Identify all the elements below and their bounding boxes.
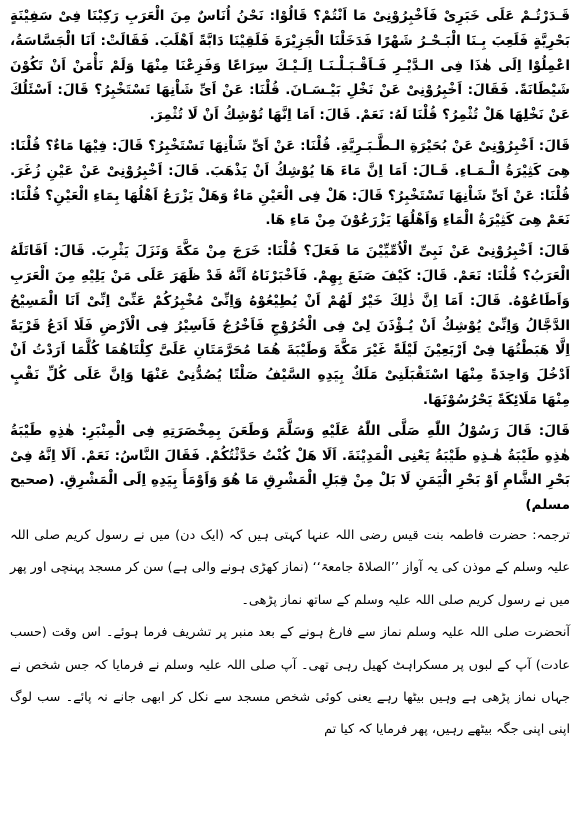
hadith-source: (صحيح مسلم) <box>10 472 570 514</box>
arabic-hadith-paragraph-2: قَالَ: اَخْبِرُوْنِىْ عَنْ بُحَيْرَةِ الـطَّـبَـرِيَّةِ. قُلْنَا: عَنْ اَىِّ شَاْنِهَا تَسْتَخْبِرُ؟ قَالَ: فِيْهَا مَاءٌ؟ قُلْنَا: هِىَ كَثِيْرَةُ الْـمَـاءِ. قَـالَ: اَمَا اِنَّ مَاءَ هَا يُوْشِكُ اَنْ يَذْهَبَ. قَالَ: اَخْبِرُوْنِىْ عَنْ عَيْنِ زُغَرَ. قُلْنَا: عَنْ اَىِّ شَاْنِهَا تَسْتَخْبِرُ؟ قَالَ: هَلْ فِى الْعَيْنِ مَاءٌ وَهَلْ يَزْرَعُ اَهْلُهَا بِمَاءِ الْعَيْنِ؟ قُلْنَا: نَعَمْ هِىَ كَثِيْرَةُ الْمَاءِ وَاَهْلُهَا يَزْرَعُوْنَ مِنْ مَاءِ هَا. <box>10 137 570 229</box>
arabic-hadith-paragraph-4 <box>10 419 570 518</box>
arabic-hadith-text: قَالَ: قَالَ رَسُوْلُ اللّٰهِ صَلَّى اللّٰهُ عَلَيْهِ وَسَلَّمَ وَطَعَنَ بِمِخْصَرَتِهِ فِى الْمِنْبَرِ: هٰذِهِ طَيْبَةُ هٰذِهِ طَيْبَةُ هٰـذِهِ طَيْبَةُ يَعْنِى الْمَدِيْنَةَ. اَلَا هَلْ كُنْتُ حَدَّثْتُكُمْ. فَقَالَ النَّاسُ: نَعَمْ. اَلَا اِنَّهُ فِىْ بَحْرِ الشَّامِ اَوْ بَحْرِ الْيَمَنِ لَا بَلْ مِنْ قِبَلِ الْمَشْرِقِ مَا هُوَ وَاَوْمَأَ بِيَدِهِ اِلَى الْمَشْرِقِ. <box>10 422 570 489</box>
arabic-hadith-paragraph-1: قَـدَرْتُـمْ عَلَى خَبَرِىْ فَاَخْبِرُوْنِىْ مَا اَنْتُمْ؟ قَالُوْا: نَحْنُ اُنَاسٌ مِنَ الْعَرَبِ رَكِبْنَا فِىْ سَفِيْنَةٍ بَحْرِيَّةٍ فَلَعِبَ بِـنَا الْبَـحْـرُ شَهْرًا فَدَخَلْنَا الْجَزِيْرَةَ فَلَقِيْنَا دَابَّةً اَهْلَبَ. فَقَالَتْ: اَنَا الْجَسَّاسَةُ، اعْمِلُوْا اِلَى هٰذَا فِى الـدَّيْـرِ فَـاَقْـبَـلْـنَـا اِلَـيْـكَ سِرَاعًا وَفَزِعْنَا مِنْهَا وَلَمْ نَأْمَنْ اَنْ تَكُوْنَ شَيْطَانَةً. فَقَالَ: اَخْبِرُوْنِىْ عَنْ نَخْلِ بَيْـسَـانَ. قُلْنَا: عَنْ اَىِّ شَاْنِهَا تَسْتَخْبِرُ؟ قَالَ: اَسْئَلُكَ عَنْ نَخْلِهَا هَلْ تُثْمِرُ؟ قُلْنَا لَهُ: نَعَمْ. قَالَ: اَمَا اِنَّهَا تُوْشِكُ اَنْ لَا تُثْمِرَ. <box>10 8 570 124</box>
urdu-translation-paragraph-2: آنحضرت صلی اللہ علیہ وسلم نماز سے فارغ ہونے کے بعد منبر پر تشریف فرما ہوئے۔ اس وقت (حسب عادت) آپ کے لبوں پر مسکراہٹ کھیل رہی تھی۔ آپ صلی اللہ علیہ وسلم نے فرمایا کہ جس شخص نے جہاں نماز پڑھی ہے وہیں بیٹھا رہے یعنی کوئی شخص مسجد سے نکل کر ابھی جانے نہ پائے۔ سب لوگ اپنی اپنی جگہ بیٹھے رہیں، پھر فرمایا کہ کیا تم <box>10 625 570 738</box>
urdu-translation-paragraph-1: ترجمہ: حضرت فاطمہ بنت قیس رضی اللہ عنہا کہتی ہیں کہ (ایک دن) میں نے رسول کریم صلی اللہ علیہ وسلم کے موذن کی یہ آواز ’’الصلاۃ جامعۃ‘‘ (نماز کھڑی ہونے والی ہے) سن کر مسجد پہنچی اور پھر میں نے رسول کریم صلی اللہ علیہ وسلم کے ساتھ نماز پڑھی۔ <box>10 527 570 608</box>
arabic-hadith-paragraph-3: قَالَ: اَخْبِرُوْنِىْ عَنْ نَبِىِّ الْاُمِّيِّيْنَ مَا فَعَلَ؟ قُلْنَا: خَرَجَ مِنْ مَكَّةَ وَنَزَلَ يَثْرِبَ. قَالَ: اَقَاتَلَهُ الْعَرَبُ؟ قُلْنَا: نَعَمْ. قَالَ: كَيْفَ صَنَعَ بِهِمْ. فَاَخْبَرْنَاهُ اَنَّهُ قَدْ ظَهَرَ عَلَى مَنْ يَلِيْهِ مِنَ الْعَرَبِ وَاَطَاعُوْهُ. قَالَ: اَمَا اِنَّ ذٰلِكَ خَيْرٌ لَهُمْ اَنْ يُطِيْعُوْهُ وَاِنِّىْ مُخْبِرُكُمْ عَنِّىْ اِنِّىْ اَنَا الْمَسِيْحُ الدَّجَّالُ وَاِنِّىْ يُوْشِكُ اَنْ يُـؤْذَنَ لِىْ فِى الْخُرُوْجِ فَاَخْرُجُ فَاَسِيْرُ فِى الْاَرْضِ فَلَا اَدَعُ قَرْيَةً اِلَّا هَبَطْتُهَا فِىْ اَرْبَعِيْنَ لَيْلَةً غَيْرَ مَكَّةَ وَطَيْبَةَ هُمَا مُحَرَّمَتَانِ عَلَىَّ كِلْتَاهُمَا كُلَّمَا اَرَدْتُ اَنْ اَدْخُلَ وَاحِدَةً مِنْهَا اسْتَقْبَلَنِىْ مَلَكٌ بِيَدِهِ السَّيْفُ صَلْتًا يُصُدُّنِىْ عَنْهَا وَاِنَّ عَلَى كُلِّ نَقْبٍ مِنْهَا مَلَائِكَةً يَحْرُسُوْنَهَا. <box>10 243 570 408</box>
